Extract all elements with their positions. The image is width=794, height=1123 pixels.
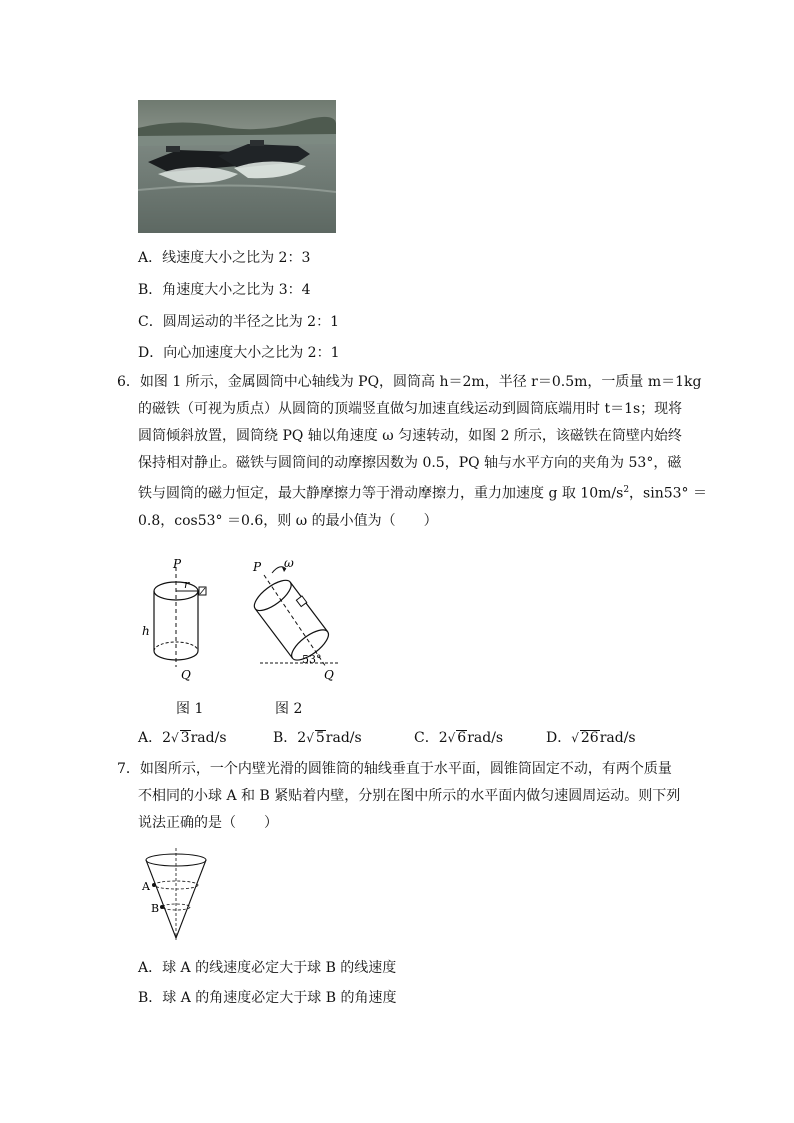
sqrt-icon: √ [571,731,579,745]
q6-option-a-radicand: 3 [180,730,190,746]
q6-line-5-tail: ，sin53° ＝ [629,485,707,502]
speedboat-photo [138,100,336,233]
label-p: P [173,557,182,571]
label-omega: ω [284,556,294,570]
q7-stem [117,756,681,837]
q6-option-b-unit: rad/s [325,730,362,746]
q6-stem [117,369,707,535]
q6-option-c-unit: rad/s [467,730,504,746]
q6-option-b-prefix: B．2 [273,730,307,746]
sqrt-icon: √ [171,731,179,745]
sqrt-icon: √ [447,731,456,745]
q6-line-2: 的磁铁（可视为质点）从圆筒的顶端竖直做匀加速直线运动到圆筒底端用时 t＝1s；现将 [138,401,683,417]
q5-option-a: A．线速度大小之比为 2：3 [138,250,311,266]
q6-line-4: 保持相对静止。磁铁与圆筒间的动摩擦因数为 0.5，PQ 轴与水平方向的夹角为 53°，磁 [138,455,682,471]
q6-option-a [138,728,227,748]
figure-2-tilted-cylinder [250,555,350,685]
q6-option-a-unit: rad/s [190,730,227,746]
figure-cone [138,848,220,943]
sqrt-icon: √ [306,731,314,745]
q6-line-1: 6．如图 1 所示，金属圆筒中心轴线为 PQ，圆筒高 h＝2m，半径 r＝0.5m，一质量 m＝1kg [117,374,702,390]
q6-line-6: 0.8，cos53° ＝0.6，则 ω 的最小值为（ ） [138,512,438,529]
q6-option-d [546,728,636,748]
q7-line-3: 说法正确的是（ ） [138,815,278,831]
label-a: A [142,880,150,893]
q6-line-5-text: 铁与圆筒的磁力恒定，最大静摩擦力等于滑动摩擦力，重力加速度 g 取 10m/s [138,485,624,502]
q6-option-d-radicand: 26 [580,730,599,746]
q6-option-b-radicand: 5 [315,730,325,746]
label-b: B [151,902,160,915]
label-p-fig2: P [253,560,262,574]
q6-line-5 [117,477,707,508]
figure-1-caption: 图 1 [176,701,204,717]
q7-option-b: B．球 A 的角速度必定大于球 B 的角速度 [138,990,397,1006]
q6-line-3: 圆筒倾斜放置，圆筒绕 PQ 轴以角速度 ω 匀速转动，如图 2 所示，该磁铁在筒壁内始终 [138,428,682,444]
label-angle: 53° [302,653,322,666]
superscript-2: 2 [623,485,630,495]
q6-option-a-prefix: A．2 [138,730,172,746]
q6-option-c-radicand: 6 [457,730,467,746]
label-h: h [142,624,150,638]
q5-option-c: C．圆周运动的半径之比为 2：1 [138,314,339,330]
label-q: Q [181,668,191,682]
ball-a [152,883,156,887]
q7-line-1: 7．如图所示，一个内壁光滑的圆锥筒的轴线垂直于水平面，圆锥筒固定不动，有两个质量 [117,761,672,777]
q6-option-c-prefix: C．2 [414,730,448,746]
q5-option-d: D．向心加速度大小之比为 2：1 [138,345,340,361]
q6-option-d-unit: rad/s [599,730,636,746]
q7-line-2: 不相同的小球 A 和 B 紧贴着内壁，分别在图中所示的水平面内做匀速圆周运动。则下列 [138,788,681,804]
q6-option-d-prefix: D． [546,730,572,746]
ball-b [160,905,164,909]
q6-option-c [414,728,503,748]
q5-option-b: B．角速度大小之比为 3：4 [138,282,311,298]
q7-option-a: A．球 A 的线速度必定大于球 B 的线速度 [138,960,397,976]
figure-1-cylinder [138,555,218,685]
label-q-fig2: Q [324,668,334,682]
label-r: r [184,578,190,591]
q6-option-b [273,728,362,748]
figure-2-caption: 图 2 [275,701,303,717]
